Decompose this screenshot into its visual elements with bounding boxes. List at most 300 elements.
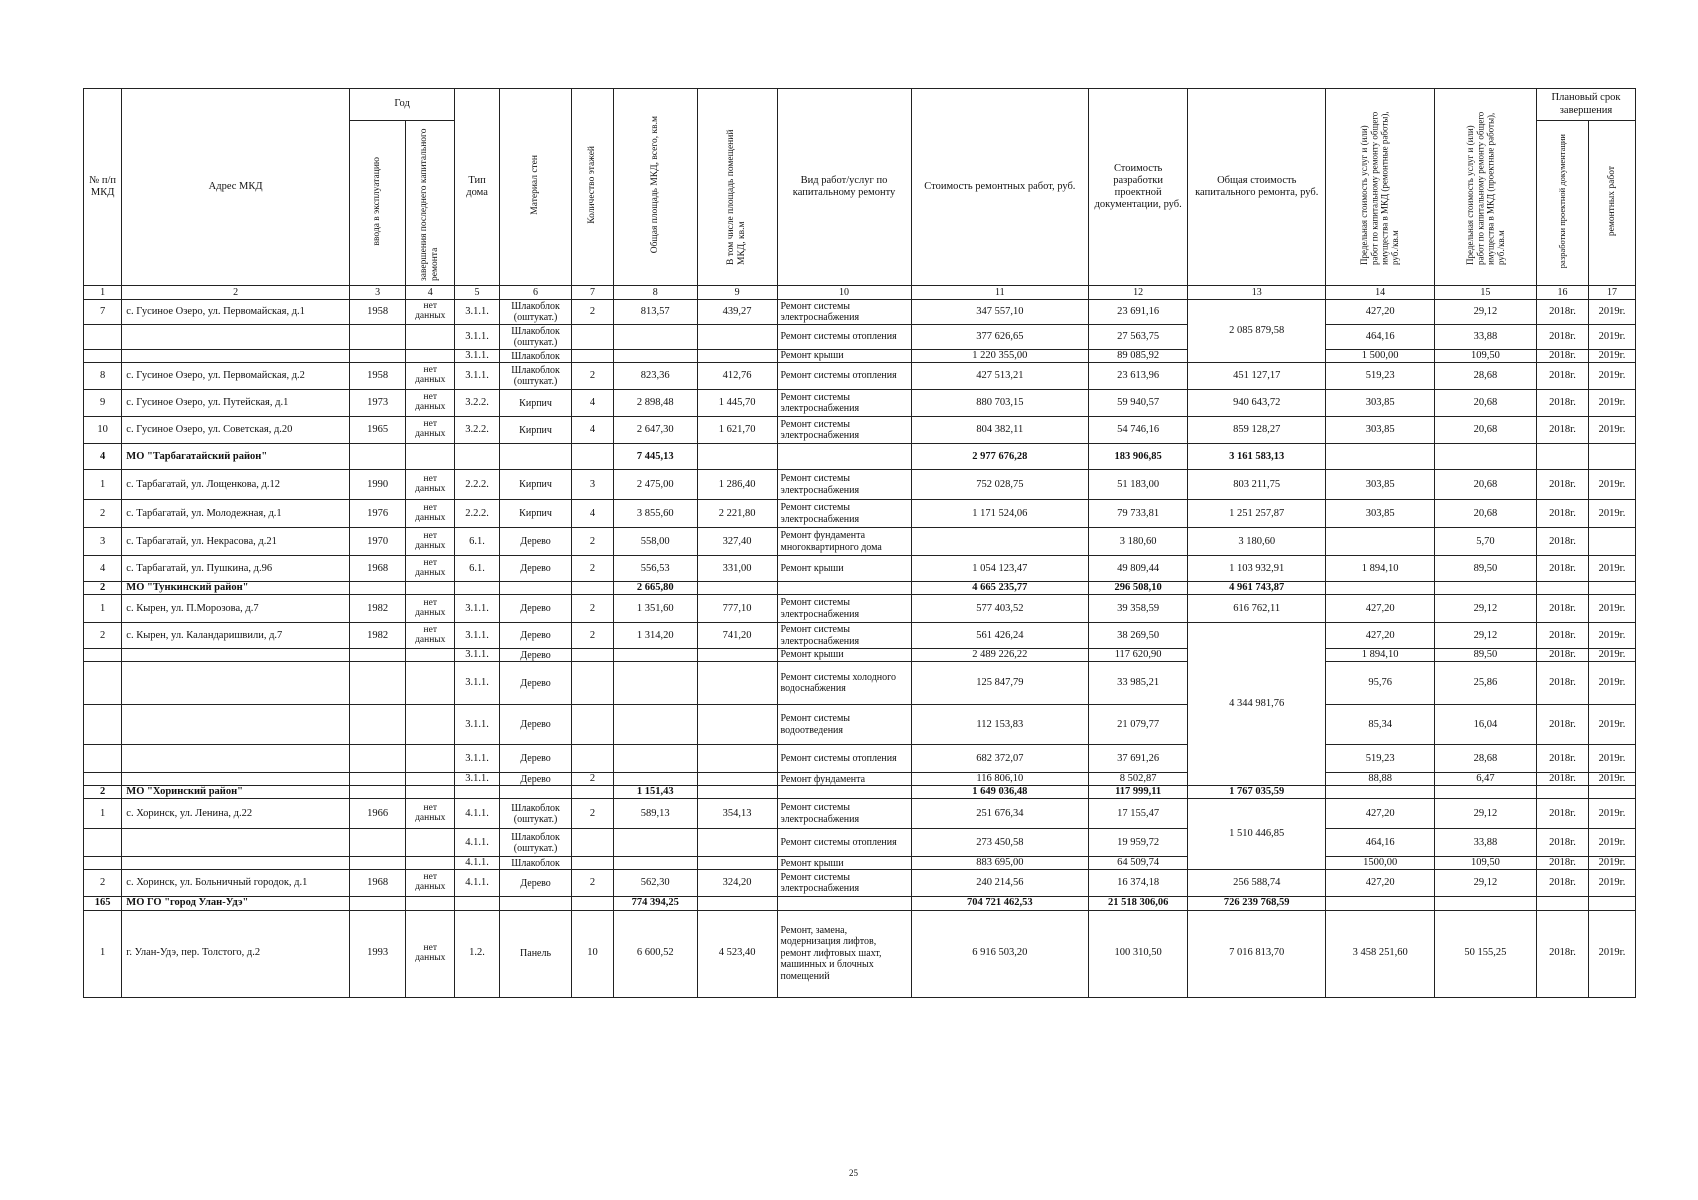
cell-col-16: 2018г.	[1536, 363, 1588, 390]
cell-col-5: 6.1.	[455, 556, 500, 582]
cell-col-15: 29,12	[1434, 870, 1536, 897]
cell-col-15: 20,68	[1434, 500, 1536, 528]
cell-col-7	[572, 350, 613, 363]
cell-col-16: 2018г.	[1536, 705, 1588, 745]
cell-col-13: 4 344 981,76	[1188, 623, 1326, 786]
cell-col-2	[122, 649, 350, 662]
cell-col-12: 79 733,81	[1089, 500, 1188, 528]
cell-col-12: 16 374,18	[1089, 870, 1188, 897]
cell-col-6: Кирпич	[499, 470, 571, 500]
cell-col-9: 324,20	[697, 870, 777, 897]
cell-col-17: 2019г.	[1589, 662, 1636, 705]
cell-col-6: Шлакоблок (оштукат.)	[499, 325, 571, 350]
cell-col-4	[406, 582, 455, 595]
cell-col-10: Ремонт крыши	[777, 350, 911, 363]
cell-col-11: 804 382,11	[911, 417, 1089, 444]
cell-col-13: 2 085 879,58	[1188, 300, 1326, 363]
cell-col-5: 3.1.1.	[455, 745, 500, 773]
cell-col-8	[613, 325, 697, 350]
cell-col-10: Ремонт крыши	[777, 857, 911, 870]
column-number: 12	[1089, 286, 1188, 300]
cell-col-7: 4	[572, 500, 613, 528]
cell-col-3: 1966	[349, 799, 405, 829]
cell-col-9	[697, 444, 777, 470]
cell-col-8	[613, 829, 697, 857]
cell-col-11: 377 626,65	[911, 325, 1089, 350]
cell-col-16: 2018г.	[1536, 500, 1588, 528]
cell-col-15: 89,50	[1434, 556, 1536, 582]
cell-col-6: Кирпич	[499, 500, 571, 528]
table-row	[84, 417, 1636, 444]
cell-col-15	[1434, 897, 1536, 910]
cell-col-17: 2019г.	[1589, 300, 1636, 325]
header-house-type: Тип дома	[455, 89, 500, 286]
cell-col-4	[406, 444, 455, 470]
cell-col-4: нет данных	[406, 910, 455, 997]
cell-col-12: 100 310,50	[1089, 910, 1188, 997]
cell-col-11: 752 028,75	[911, 470, 1089, 500]
cell-col-4: нет данных	[406, 870, 455, 897]
cell-col-15: 33,88	[1434, 325, 1536, 350]
cell-col-9	[697, 662, 777, 705]
cell-col-17: 2019г.	[1589, 417, 1636, 444]
cell-col-15: 50 155,25	[1434, 910, 1536, 997]
cell-col-6: Кирпич	[499, 417, 571, 444]
table-row	[84, 363, 1636, 390]
column-number: 11	[911, 286, 1089, 300]
table-row	[84, 390, 1636, 417]
cell-col-4: нет данных	[406, 470, 455, 500]
cell-col-4: нет данных	[406, 799, 455, 829]
cell-col-17	[1589, 528, 1636, 556]
table-row	[84, 910, 1636, 997]
cell-col-1: 1	[84, 799, 122, 829]
cell-col-11: 1 649 036,48	[911, 786, 1089, 799]
cell-col-5: 3.1.1.	[455, 325, 500, 350]
cell-col-14	[1326, 444, 1435, 470]
cell-col-9	[697, 582, 777, 595]
cell-col-2: с. Тарбагатай, ул. Лощенкова, д.12	[122, 470, 350, 500]
cell-col-8: 2 898,48	[613, 390, 697, 417]
cell-col-17: 2019г.	[1589, 500, 1636, 528]
cell-col-15: 28,68	[1434, 745, 1536, 773]
header-area-total: Общая площадь МКД, всего, кв.м	[613, 89, 697, 286]
table-row	[84, 528, 1636, 556]
cell-col-14: 303,85	[1326, 470, 1435, 500]
cell-col-8: 1 351,60	[613, 595, 697, 623]
cell-col-17: 2019г.	[1589, 595, 1636, 623]
cell-col-3	[349, 786, 405, 799]
cell-col-5: 3.1.1.	[455, 350, 500, 363]
cell-col-6: Кирпич	[499, 390, 571, 417]
cell-col-4	[406, 662, 455, 705]
cell-col-4: нет данных	[406, 556, 455, 582]
district-total-row	[84, 444, 1636, 470]
cell-col-5: 3.1.1.	[455, 649, 500, 662]
cell-col-3: 1982	[349, 623, 405, 649]
cell-col-2	[122, 745, 350, 773]
cell-col-14: 427,20	[1326, 623, 1435, 649]
cell-col-6: Дерево	[499, 662, 571, 705]
cell-col-9: 412,76	[697, 363, 777, 390]
cell-col-10: Ремонт, замена, модернизация лифтов, ремонт лифтовых шахт, машинных и блочных помещений	[777, 910, 911, 997]
cell-col-1: 1	[84, 470, 122, 500]
cell-col-4: нет данных	[406, 528, 455, 556]
cell-col-17: 2019г.	[1589, 623, 1636, 649]
cell-col-13: 1 510 446,85	[1188, 799, 1326, 870]
cell-col-2	[122, 705, 350, 745]
cell-col-17	[1589, 444, 1636, 470]
cell-col-5: 3.1.1.	[455, 662, 500, 705]
page-number: 25	[849, 1168, 858, 1178]
repair-plan-sheet	[83, 88, 1636, 998]
cell-col-16: 2018г.	[1536, 623, 1588, 649]
cell-col-6: Дерево	[499, 870, 571, 897]
cell-col-11: 240 214,56	[911, 870, 1089, 897]
cell-col-7	[572, 829, 613, 857]
cell-col-8: 2 475,00	[613, 470, 697, 500]
cell-col-9: 741,20	[697, 623, 777, 649]
header-year-repair: завершения последнего капитального ремонта	[406, 121, 455, 286]
cell-col-6: Дерево	[499, 595, 571, 623]
cell-col-4	[406, 829, 455, 857]
cell-col-17: 2019г.	[1589, 705, 1636, 745]
cell-col-8: 556,53	[613, 556, 697, 582]
cell-col-5	[455, 582, 500, 595]
cell-col-15: 29,12	[1434, 799, 1536, 829]
cell-col-15: 29,12	[1434, 623, 1536, 649]
cell-col-10: Ремонт системы холодного водоснабжения	[777, 662, 911, 705]
cell-col-14: 519,23	[1326, 363, 1435, 390]
cell-col-1	[84, 829, 122, 857]
cell-col-8	[613, 662, 697, 705]
cell-col-3: 1968	[349, 556, 405, 582]
cell-col-9: 4 523,40	[697, 910, 777, 997]
cell-col-15: 20,68	[1434, 417, 1536, 444]
cell-col-17: 2019г.	[1589, 350, 1636, 363]
header-deadline: Плановый срок завершения	[1536, 89, 1635, 121]
cell-col-10: Ремонт системы водоотведения	[777, 705, 911, 745]
cell-col-9: 1 621,70	[697, 417, 777, 444]
cell-col-10	[777, 897, 911, 910]
cell-col-11	[911, 528, 1089, 556]
cell-col-12: 117 620,90	[1089, 649, 1188, 662]
cell-col-14	[1326, 528, 1435, 556]
cell-col-1: 1	[84, 910, 122, 997]
cell-col-6: Шлакоблок (оштукат.)	[499, 829, 571, 857]
cell-col-3: 1990	[349, 470, 405, 500]
cell-col-16	[1536, 582, 1588, 595]
cell-col-16	[1536, 786, 1588, 799]
cell-col-17	[1589, 786, 1636, 799]
cell-col-5: 2.2.2.	[455, 500, 500, 528]
cell-col-17: 2019г.	[1589, 390, 1636, 417]
cell-col-4: нет данных	[406, 300, 455, 325]
cell-col-1: 10	[84, 417, 122, 444]
cell-col-10: Ремонт крыши	[777, 649, 911, 662]
cell-col-5: 4.1.1.	[455, 829, 500, 857]
cell-col-9: 1 445,70	[697, 390, 777, 417]
cell-col-10	[777, 786, 911, 799]
cell-col-7: 2	[572, 595, 613, 623]
cell-col-15: 109,50	[1434, 857, 1536, 870]
cell-col-12: 51 183,00	[1089, 470, 1188, 500]
cell-col-6	[499, 897, 571, 910]
cell-col-12: 33 985,21	[1089, 662, 1188, 705]
cell-col-14: 464,16	[1326, 325, 1435, 350]
cell-col-15: 89,50	[1434, 649, 1536, 662]
column-number: 14	[1326, 286, 1435, 300]
cell-col-11: 112 153,83	[911, 705, 1089, 745]
cell-col-3: 1973	[349, 390, 405, 417]
cell-col-1	[84, 705, 122, 745]
cell-col-13: 3 161 583,13	[1188, 444, 1326, 470]
cell-col-14	[1326, 582, 1435, 595]
cell-col-17: 2019г.	[1589, 910, 1636, 997]
cell-col-14: 95,76	[1326, 662, 1435, 705]
cell-col-6: Дерево	[499, 773, 571, 786]
header-limit-design: Предельная стоимость услуг и (или) работ по капитальному ремонту общего имущества в МКД (проектные работы), руб./кв.м	[1434, 89, 1536, 286]
cell-col-8	[613, 649, 697, 662]
cell-col-5: 6.1.	[455, 528, 500, 556]
cell-col-7	[572, 786, 613, 799]
cell-col-12: 38 269,50	[1089, 623, 1188, 649]
cell-col-9	[697, 705, 777, 745]
cell-col-3	[349, 773, 405, 786]
column-number: 2	[122, 286, 350, 300]
cell-col-8: 2 665,80	[613, 582, 697, 595]
cell-col-14: 427,20	[1326, 870, 1435, 897]
cell-col-12: 89 085,92	[1089, 350, 1188, 363]
cell-col-2	[122, 857, 350, 870]
cell-col-11: 2 977 676,28	[911, 444, 1089, 470]
header-num: № п/п МКД	[84, 89, 122, 286]
table-row	[84, 500, 1636, 528]
cell-col-14	[1326, 897, 1435, 910]
cell-col-15: 33,88	[1434, 829, 1536, 857]
cell-col-3: 1968	[349, 870, 405, 897]
cell-col-17	[1589, 897, 1636, 910]
cell-col-6: Дерево	[499, 528, 571, 556]
cell-col-16: 2018г.	[1536, 662, 1588, 705]
cell-col-4	[406, 649, 455, 662]
cell-col-1: 4	[84, 556, 122, 582]
column-number: 1	[84, 286, 122, 300]
cell-col-1	[84, 325, 122, 350]
column-number: 6	[499, 286, 571, 300]
cell-col-6	[499, 444, 571, 470]
cell-col-16: 2018г.	[1536, 799, 1588, 829]
cell-col-10	[777, 582, 911, 595]
cell-col-1	[84, 745, 122, 773]
cell-col-17: 2019г.	[1589, 325, 1636, 350]
cell-col-2	[122, 662, 350, 705]
cell-col-5: 3.1.1.	[455, 623, 500, 649]
cell-col-7: 2	[572, 799, 613, 829]
column-number: 10	[777, 286, 911, 300]
cell-col-4	[406, 786, 455, 799]
cell-col-3	[349, 662, 405, 705]
cell-col-6: Дерево	[499, 556, 571, 582]
cell-col-9	[697, 350, 777, 363]
cell-col-10: Ремонт системы электроснабжения	[777, 799, 911, 829]
header-deadline-repair: ремонтных работ	[1589, 121, 1636, 286]
cell-col-1: 4	[84, 444, 122, 470]
cell-col-2: с. Гусиное Озеро, ул. Путейская, д.1	[122, 390, 350, 417]
cell-col-14: 88,88	[1326, 773, 1435, 786]
cell-col-11: 883 695,00	[911, 857, 1089, 870]
cell-col-12: 17 155,47	[1089, 799, 1188, 829]
cell-col-14: 3 458 251,60	[1326, 910, 1435, 997]
cell-col-4: нет данных	[406, 417, 455, 444]
cell-col-5: 2.2.2.	[455, 470, 500, 500]
column-number: 13	[1188, 286, 1326, 300]
cell-col-2	[122, 829, 350, 857]
cell-col-9	[697, 857, 777, 870]
cell-col-1: 9	[84, 390, 122, 417]
table-row	[84, 350, 1636, 363]
cell-col-3	[349, 857, 405, 870]
cell-col-2: с. Гусиное Озеро, ул. Первомайская, д.2	[122, 363, 350, 390]
cell-col-3	[349, 897, 405, 910]
cell-col-3	[349, 325, 405, 350]
cell-col-15: 20,68	[1434, 390, 1536, 417]
district-total-row	[84, 786, 1636, 799]
cell-col-10: Ремонт системы электроснабжения	[777, 623, 911, 649]
cell-col-8: 589,13	[613, 799, 697, 829]
cell-col-11: 880 703,15	[911, 390, 1089, 417]
cell-col-12: 19 959,72	[1089, 829, 1188, 857]
cell-col-4	[406, 325, 455, 350]
cell-col-14: 85,34	[1326, 705, 1435, 745]
table-row	[84, 556, 1636, 582]
table-row	[84, 623, 1636, 649]
cell-col-11: 6 916 503,20	[911, 910, 1089, 997]
cell-col-13: 3 180,60	[1188, 528, 1326, 556]
cell-col-9: 331,00	[697, 556, 777, 582]
cell-col-9	[697, 829, 777, 857]
table-row	[84, 705, 1636, 745]
table-row	[84, 829, 1636, 857]
table-row	[84, 745, 1636, 773]
cell-col-2: с. Кырен, ул. П.Морозова, д.7	[122, 595, 350, 623]
cell-col-5: 4.1.1.	[455, 799, 500, 829]
cell-col-6	[499, 582, 571, 595]
cell-col-10: Ремонт системы электроснабжения	[777, 417, 911, 444]
cell-col-17: 2019г.	[1589, 799, 1636, 829]
cell-col-12: 59 940,57	[1089, 390, 1188, 417]
repair-plan-table	[83, 88, 1636, 998]
cell-col-1	[84, 662, 122, 705]
cell-col-7	[572, 325, 613, 350]
cell-col-17: 2019г.	[1589, 649, 1636, 662]
cell-col-15	[1434, 444, 1536, 470]
cell-col-1: 3	[84, 528, 122, 556]
cell-col-16: 2018г.	[1536, 556, 1588, 582]
table-row	[84, 325, 1636, 350]
cell-col-6: Шлакоблок (оштукат.)	[499, 363, 571, 390]
column-number: 8	[613, 286, 697, 300]
cell-col-12: 8 502,87	[1089, 773, 1188, 786]
cell-col-7	[572, 857, 613, 870]
cell-col-17	[1589, 582, 1636, 595]
cell-col-2: МО "Хоринский район"	[122, 786, 350, 799]
cell-col-1	[84, 773, 122, 786]
cell-col-11: 1 054 123,47	[911, 556, 1089, 582]
cell-col-9	[697, 325, 777, 350]
cell-col-7: 2	[572, 870, 613, 897]
cell-col-12: 23 691,16	[1089, 300, 1188, 325]
cell-col-11: 273 450,58	[911, 829, 1089, 857]
cell-col-9: 439,27	[697, 300, 777, 325]
cell-col-16: 2018г.	[1536, 829, 1588, 857]
cell-col-16: 2018г.	[1536, 745, 1588, 773]
cell-col-14: 519,23	[1326, 745, 1435, 773]
cell-col-8	[613, 857, 697, 870]
cell-col-16	[1536, 897, 1588, 910]
cell-col-2	[122, 773, 350, 786]
cell-col-5: 1.2.	[455, 910, 500, 997]
cell-col-10: Ремонт системы электроснабжения	[777, 595, 911, 623]
cell-col-13: 803 211,75	[1188, 470, 1326, 500]
cell-col-16: 2018г.	[1536, 417, 1588, 444]
cell-col-8	[613, 705, 697, 745]
cell-col-13: 616 762,11	[1188, 595, 1326, 623]
cell-col-6: Дерево	[499, 745, 571, 773]
cell-col-3: 1958	[349, 300, 405, 325]
cell-col-2: МО "Тункинский район"	[122, 582, 350, 595]
cell-col-10: Ремонт крыши	[777, 556, 911, 582]
cell-col-1: 2	[84, 786, 122, 799]
cell-col-15: 109,50	[1434, 350, 1536, 363]
cell-col-12: 21 518 306,06	[1089, 897, 1188, 910]
cell-col-9	[697, 786, 777, 799]
cell-col-3	[349, 582, 405, 595]
cell-col-6: Шлакоблок	[499, 350, 571, 363]
cell-col-17: 2019г.	[1589, 773, 1636, 786]
table-row	[84, 470, 1636, 500]
cell-col-2: с. Тарбагатай, ул. Некрасова, д.21	[122, 528, 350, 556]
district-total-row	[84, 897, 1636, 910]
table-body	[84, 300, 1636, 997]
cell-col-2: с. Тарбагатай, ул. Пушкина, д.96	[122, 556, 350, 582]
cell-col-4: нет данных	[406, 363, 455, 390]
cell-col-1: 1	[84, 595, 122, 623]
cell-col-1: 2	[84, 623, 122, 649]
cell-col-3	[349, 745, 405, 773]
cell-col-17: 2019г.	[1589, 556, 1636, 582]
cell-col-3: 1982	[349, 595, 405, 623]
cell-col-11: 251 676,34	[911, 799, 1089, 829]
cell-col-15: 16,04	[1434, 705, 1536, 745]
cell-col-16: 2018г.	[1536, 300, 1588, 325]
header-year: Год	[349, 89, 454, 121]
cell-col-13: 940 643,72	[1188, 390, 1326, 417]
cell-col-3	[349, 350, 405, 363]
column-number: 3	[349, 286, 405, 300]
cell-col-14: 303,85	[1326, 500, 1435, 528]
cell-col-12: 39 358,59	[1089, 595, 1188, 623]
cell-col-16: 2018г.	[1536, 390, 1588, 417]
cell-col-15: 29,12	[1434, 595, 1536, 623]
cell-col-11: 347 557,10	[911, 300, 1089, 325]
cell-col-7: 3	[572, 470, 613, 500]
cell-col-7	[572, 745, 613, 773]
cell-col-10: Ремонт системы отопления	[777, 745, 911, 773]
table-row	[84, 799, 1636, 829]
column-number: 5	[455, 286, 500, 300]
cell-col-13: 726 239 768,59	[1188, 897, 1326, 910]
